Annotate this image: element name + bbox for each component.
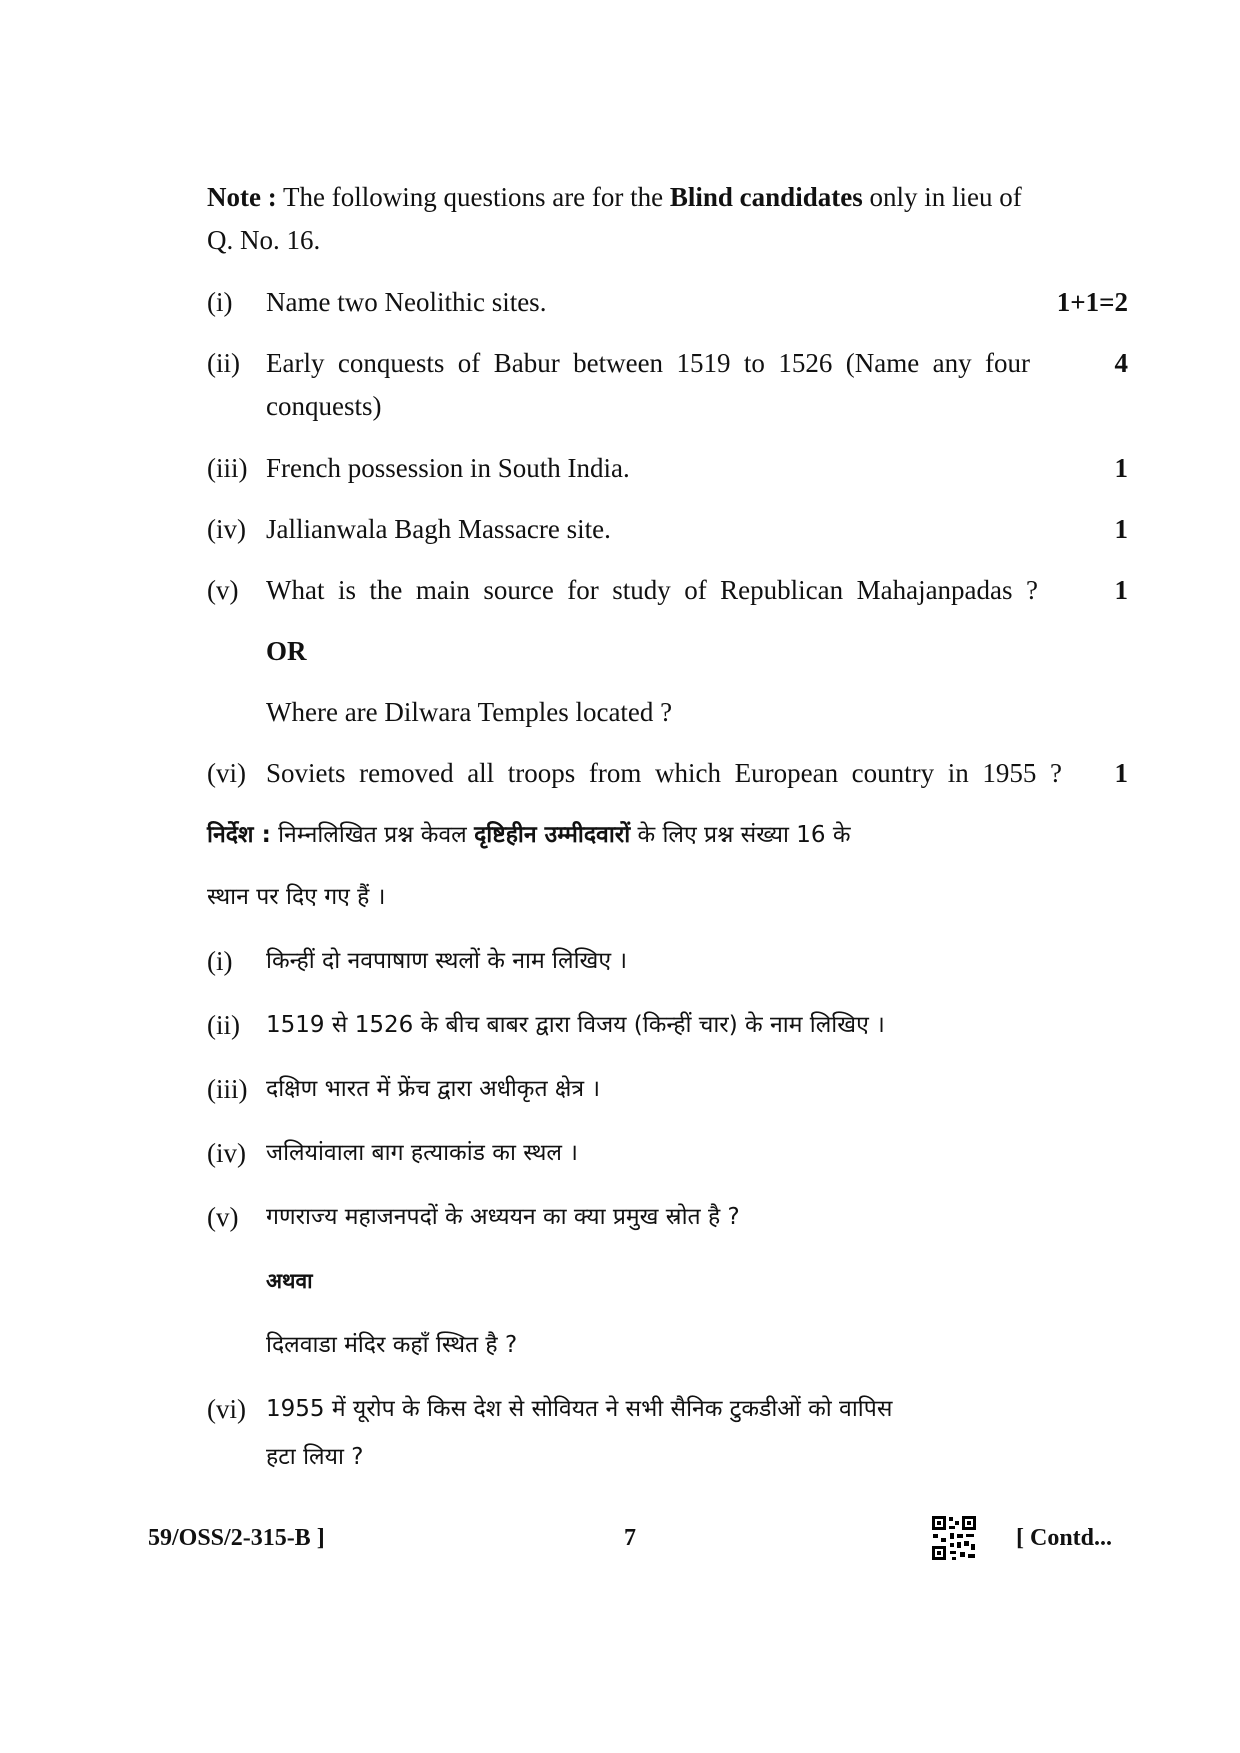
- q-text: Jallianwala Bagh Massacre site.: [266, 514, 611, 544]
- hq-alt-text: दिलवाडा मंदिर कहाँ स्थित है ?: [266, 1332, 518, 1358]
- note-line-1: [207, 180, 1022, 214]
- q-num: (i): [207, 287, 233, 317]
- page-number: 7: [624, 1525, 636, 1551]
- continued-label: [ Contd...: [1016, 1525, 1113, 1551]
- q-marks: 1: [1114, 575, 1128, 605]
- q-marks: 1: [1114, 514, 1128, 544]
- hq-text: 1955 में यूरोप के किस देश से सोवियत ने सभी सैनिक टुकडीओं को वापिस: [266, 1396, 893, 1422]
- q-text-cont: conquests): [266, 391, 382, 421]
- hindi-note-label: निर्देश :: [207, 822, 271, 848]
- note-bold: Blind candidates: [669, 182, 863, 212]
- q-num: (ii): [207, 348, 240, 378]
- hq-num: (vi): [207, 1394, 246, 1424]
- q-alt-text: Where are Dilwara Temples located ?: [266, 697, 673, 727]
- hindi-note-line-1: [207, 818, 851, 852]
- q-num: (iii): [207, 453, 248, 483]
- hq-num: (ii): [207, 1010, 240, 1040]
- q-text: Name two Neolithic sites.: [266, 287, 547, 317]
- note-text-1: The following questions are for the: [282, 182, 664, 212]
- note-label: Note :: [207, 182, 277, 212]
- q-num: (iv): [207, 514, 246, 544]
- hindi-note-text-2: के लिए प्रश्न संख्या 16 के: [637, 822, 851, 848]
- hindi-note-text-1: निम्नलिखित प्रश्न केवल: [278, 822, 467, 848]
- q-marks: 1: [1114, 453, 1128, 483]
- q-marks: 1+1=2: [1056, 287, 1128, 317]
- hq-num: (i): [207, 946, 233, 976]
- hq-text: जलियांवाला बाग हत्याकांड का स्थल ।: [266, 1140, 579, 1166]
- hindi-or-label: अथवा: [266, 1269, 313, 1293]
- note-text-2: only in lieu of: [869, 182, 1022, 212]
- hq-num: (iv): [207, 1138, 246, 1168]
- q-num: (vi): [207, 758, 246, 788]
- q-text: What is the main source for study of Republican Mahajanpadas ?: [266, 575, 1038, 605]
- hq-text-cont: हटा लिया ?: [266, 1444, 364, 1470]
- hindi-note-bold: दृष्टिहीन उम्मीदवारों: [474, 822, 631, 848]
- or-label: OR: [266, 636, 307, 666]
- hq-text: किन्हीं दो नवपाषाण स्थलों के नाम लिखिए ।: [266, 948, 628, 974]
- hindi-note-line-2: स्थान पर दिए गए हैं ।: [207, 884, 386, 910]
- hq-num: (v): [207, 1202, 239, 1232]
- hq-text: 1519 से 1526 के बीच बाबर द्वारा विजय (किन्हीं चार) के नाम लिखिए ।: [266, 1012, 885, 1038]
- hq-num: (iii): [207, 1074, 248, 1104]
- q-text: Early conquests of Babur between 1519 to 1526 (Name any four: [266, 348, 1030, 378]
- hq-text: दक्षिण भारत में फ्रेंच द्वारा अधीकृत क्षेत्र ।: [266, 1076, 601, 1102]
- q-num: (v): [207, 575, 239, 605]
- hq-text: गणराज्य महाजनपदों के अध्ययन का क्या प्रमुख स्रोत है ?: [266, 1204, 740, 1230]
- q-text: Soviets removed all troops from which European country in 1955 ?: [266, 758, 1062, 788]
- note-line-2: Q. No. 16.: [207, 225, 321, 255]
- qr-code-icon: [930, 1514, 978, 1562]
- paper-code: 59/OSS/2-315-B ]: [148, 1525, 325, 1551]
- q-marks: 4: [1114, 348, 1128, 378]
- q-marks: 1: [1114, 758, 1128, 788]
- q-text: French possession in South India.: [266, 453, 630, 483]
